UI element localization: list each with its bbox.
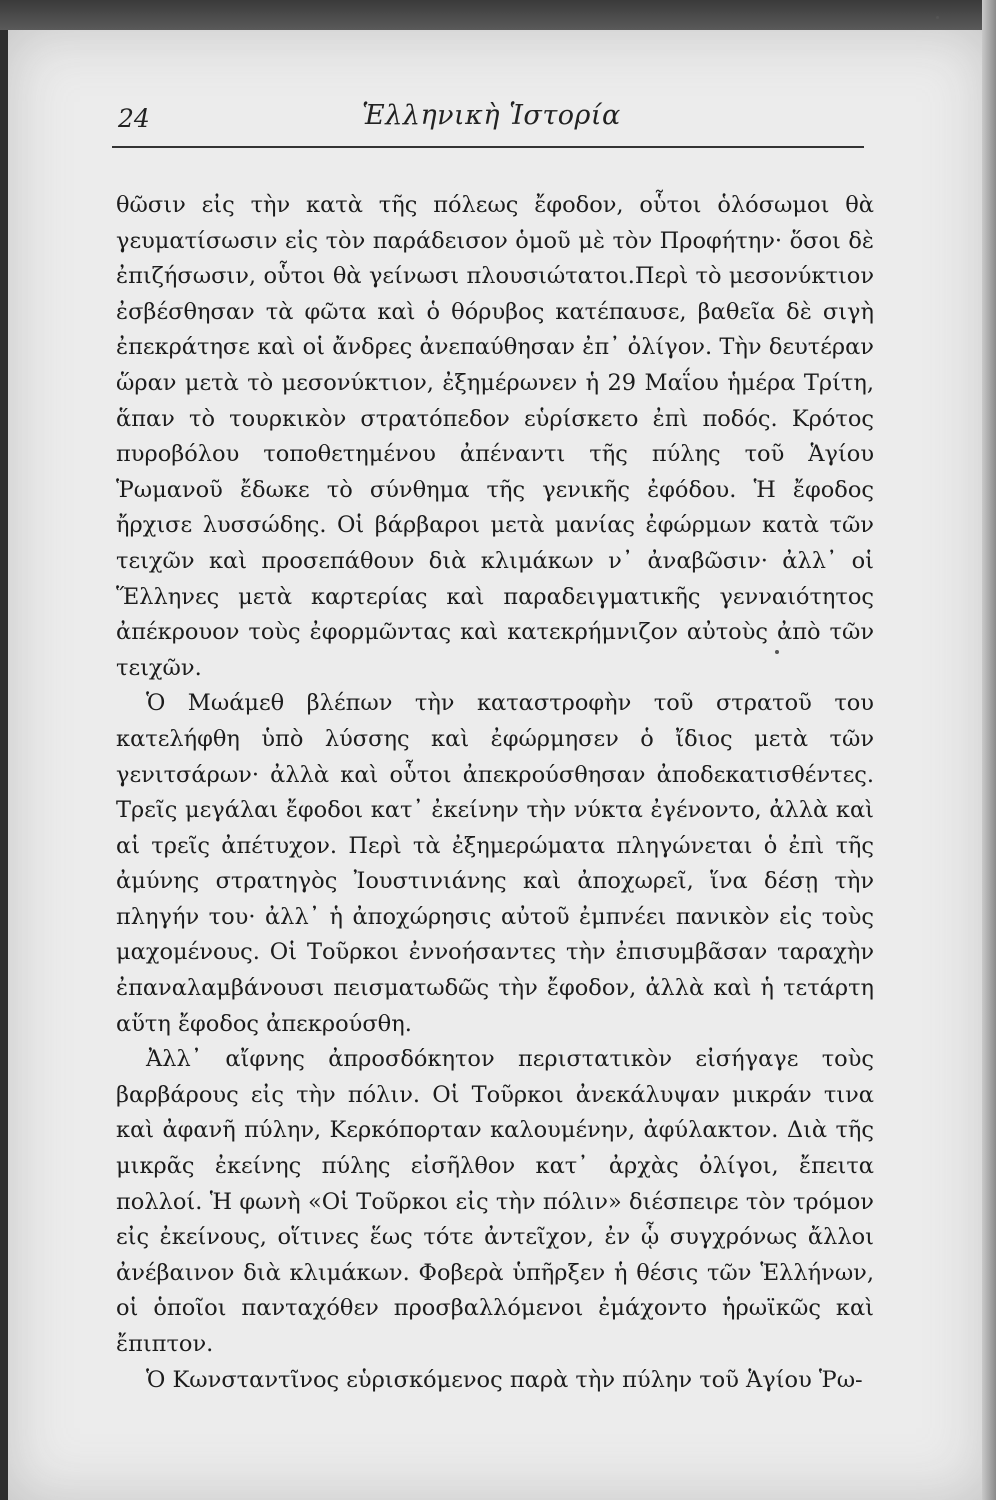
page-top-edge bbox=[0, 0, 996, 30]
ink-speck bbox=[936, 16, 939, 19]
paragraph-3: Ἀλλ᾽ αἴφνης ἀπροσδόκητον περιστατικὸν εἰσήγαγε τοὺς βαρβάρους εἰς τὴν πόλιν. Οἱ Τοῦρκοι ἀνεκάλυψαν μικράν τινα καὶ ἀφανῆ πύλην, Κερκόπορταν καλουμένην, ἀφύλακτον. Διὰ τῆς μικρᾶς ἐκείνης πύλης εἰσῆλθον κατ᾽ ἀρχὰς ὀλίγοι, ἔπειτα πολλοί. Ἡ φωνὴ «Οἱ Τοῦρκοι εἰς τὴν πόλιν» διέσπειρε τὸν τρόμον εἰς ἐκείνους, οἵτινες ἕως τότε ἀντεῖχον, ἐν ᾧ συγχρόνως ἄλλοι ἀνέβαινον διὰ κλιμάκων. Φοβερὰ ὑπῆρξεν ἡ θέσις τῶν Ἑλλήνων, οἱ ὁποῖοι πανταχόθεν προσβαλλόμενοι ἐμάχοντο ἡρωϊκῶς καὶ ἔπιπτον. bbox=[116, 1046, 874, 1357]
paragraph-4: Ὁ Κωνσταντῖνος εὑρισκόμενος παρὰ τὴν πύλην τοῦ Ἁγίου Ῥω- bbox=[146, 1366, 863, 1393]
body-text bbox=[116, 188, 874, 1398]
page-header bbox=[112, 100, 866, 140]
ink-speck bbox=[775, 650, 779, 654]
paragraph-1: θῶσιν εἰς τὴν κατὰ τῆς πόλεως ἔφοδον, οὗτοι ὁλόσωμοι θὰ γευματίσωσιν εἰς τὸν παράδεισον ὁμοῦ μὲ τὸν Προφήτην· ὅσοι δὲ ἐπιζήσωσιν, οὗτοι θὰ γείνωσι πλουσιώτατοι.Περὶ τὸ μεσονύκτιον ἐσβέσθησαν τὰ φῶτα καὶ ὁ θόρυβος κατέπαυσε, βαθεῖα δὲ σιγὴ ἐπεκράτησε καὶ οἱ ἄνδρες ἀνεπαύθησαν ἐπ᾽ ὀλίγον. Τὴν δευτέραν ὥραν μετὰ τὸ μεσονύκτιον, ἐξημέρωνεν ἡ 29 Μαΐου ἡμέρα Τρίτη, ἅπαν τὸ τουρκικὸν στρατόπεδον εὑρίσκετο ἐπὶ ποδός. Κρότος πυροβόλου τοποθετημένου ἀπέναντι τῆς πύλης τοῦ Ἁγίου Ῥωμανοῦ ἔδωκε τὸ σύνθημα τῆς γενικῆς ἐφόδου. Ἡ ἔφοδος ἤρχισε λυσσώδης. Οἱ βάρβαροι μετὰ μανίας ἐφώρμων κατὰ τῶν τειχῶν καὶ προσεπάθουν διὰ κλιμάκων ν᾽ ἀναβῶσιν· ἀλλ᾽ οἱ Ἕλληνες μετὰ καρτερίας καὶ παραδειγματικῆς γενναιότητος ἀπέκρουον τοὺς ἐφορμῶντας καὶ κατεκρήμνιζον αὐτοὺς ἀπὸ τῶν τειχῶν. bbox=[116, 192, 874, 681]
running-title: Ἑλληνικὴ Ἱστορία bbox=[362, 100, 621, 131]
page-right-edge bbox=[982, 0, 996, 1500]
paragraph-2: Ὁ Μωάμεθ βλέπων τὴν καταστροφὴν τοῦ στρατοῦ του κατελήφθη ὑπὸ λύσσης καὶ ἐφώρμησεν ὁ ἴδιος μετὰ τῶν γενιτσάρων· ἀλλὰ καὶ οὗτοι ἀπεκρούσθησαν ἀποδεκατισθέντες. Τρεῖς μεγάλαι ἔφοδοι κατ᾽ ἐκείνην τὴν νύκτα ἐγένοντο, ἀλλὰ καὶ αἱ τρεῖς ἀπέτυχον. Περὶ τὰ ἐξημερώματα πληγώνεται ὁ ἐπὶ τῆς ἀμύνης στρατηγὸς Ἰουστινιάνης καὶ ἀποχωρεῖ, ἵνα δέσῃ τὴν πληγήν του· ἀλλ᾽ ἡ ἀποχώρησις αὐτοῦ ἐμπνέει πανικὸν εἰς τοὺς μαχομένους. Οἱ Τοῦρκοι ἐννοήσαντες τὴν ἐπισυμβᾶσαν ταραχὴν ἐπαναλαμβάνουσι πεισματωδῶς τὴν ἔφοδον, ἀλλὰ καὶ ἡ τετάρτη αὕτη ἔφοδος ἀπεκρούσθη. bbox=[116, 690, 874, 1037]
header-rule bbox=[112, 146, 864, 148]
page-number: 24 bbox=[118, 104, 150, 133]
